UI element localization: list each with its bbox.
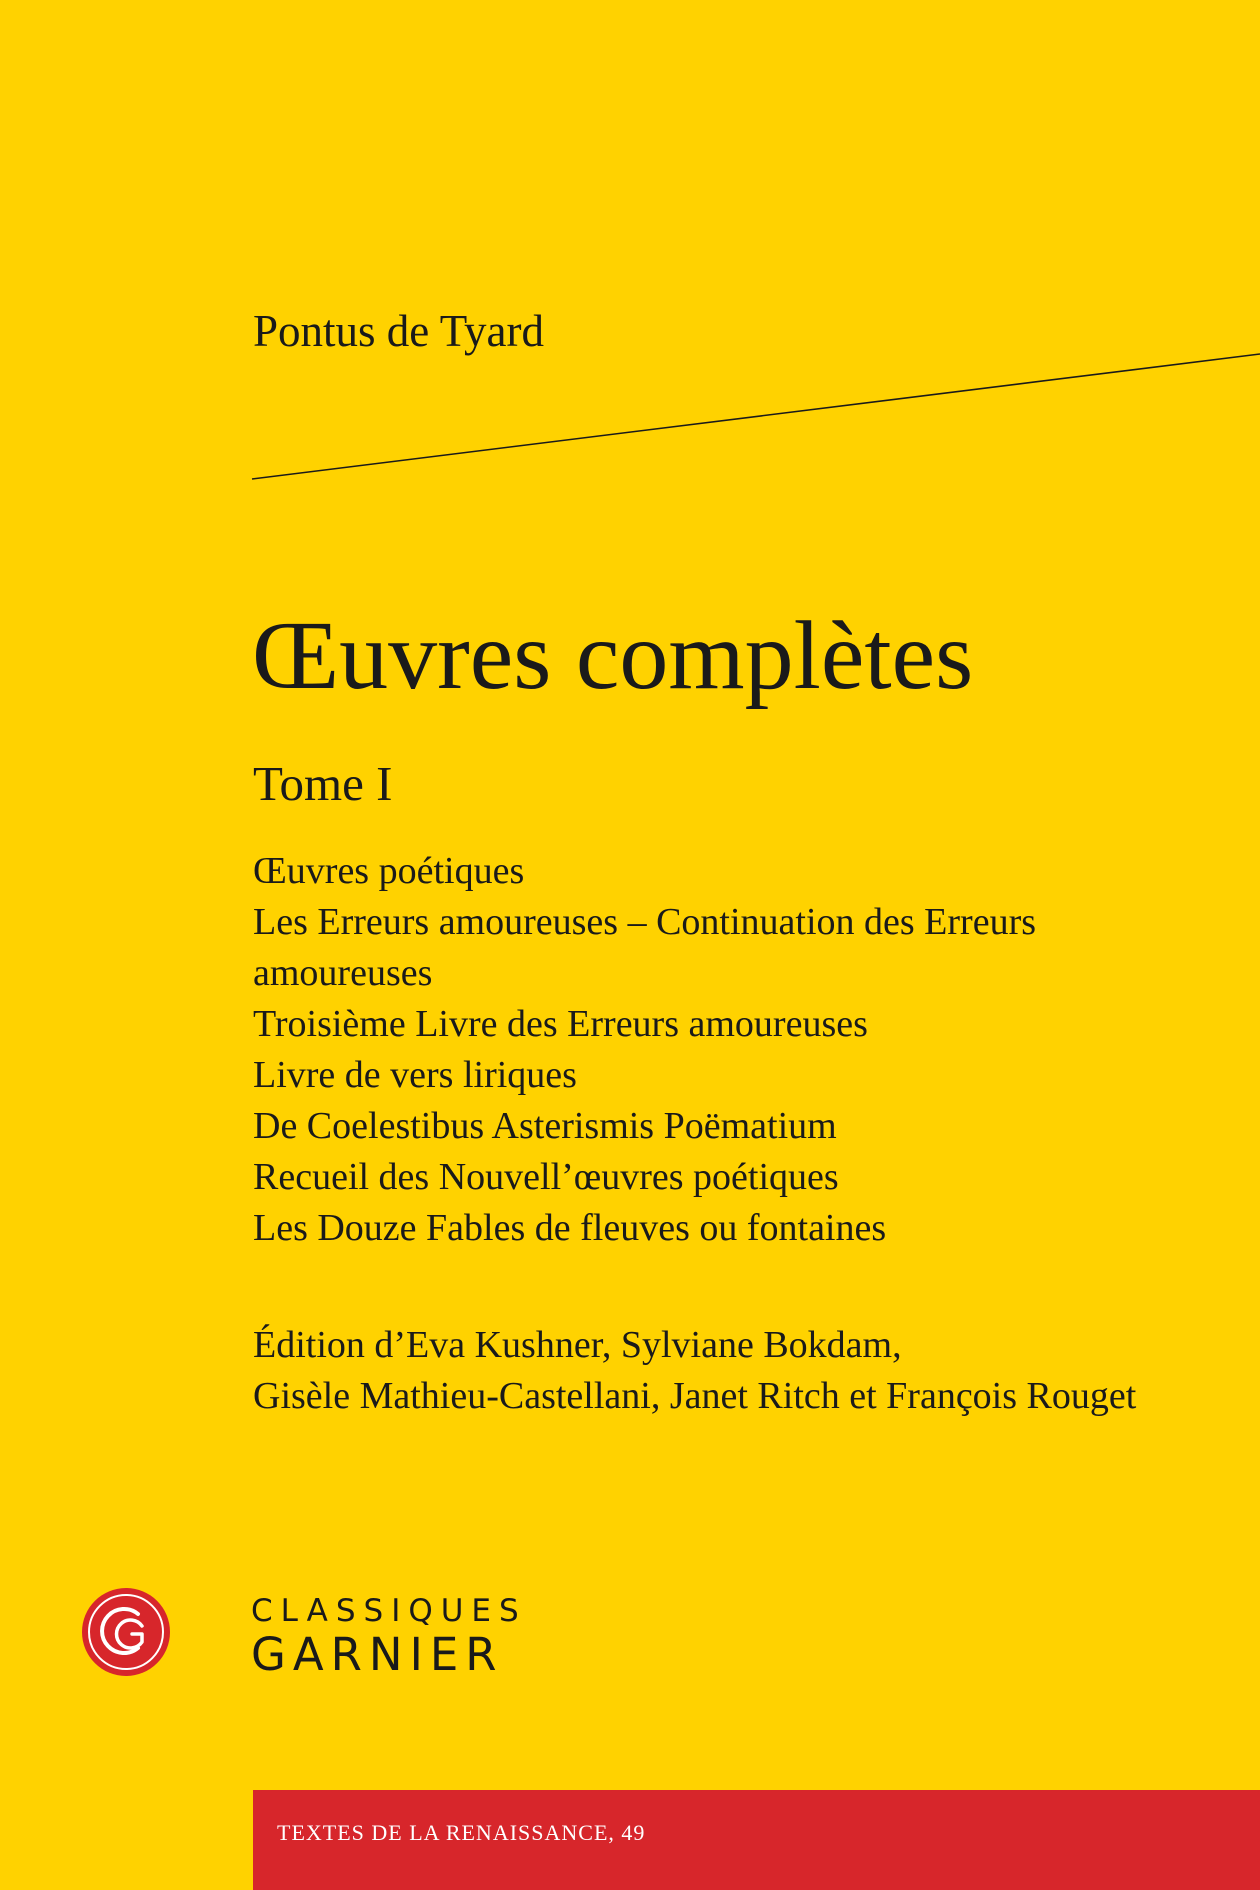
contents-line: amoureuses bbox=[253, 952, 433, 994]
contents-line: Troisième Livre des Erreurs amoureuses bbox=[253, 1003, 868, 1045]
volume-label: Tome I bbox=[253, 756, 393, 811]
contents-line: Les Douze Fables de fleuves ou fontaines bbox=[253, 1207, 887, 1249]
contents-line: Livre de vers liriques bbox=[253, 1054, 577, 1096]
series-label: TEXTES DE LA RENAISSANCE, 49 bbox=[277, 1820, 646, 1845]
editors-credit bbox=[253, 1320, 1253, 1422]
book-title: Œuvres complètes bbox=[252, 602, 974, 710]
contents-line: Œuvres poétiques bbox=[253, 850, 525, 892]
contents-line: De Coelestibus Asterismis Poëmatium bbox=[253, 1105, 837, 1147]
author-name: Pontus de Tyard bbox=[253, 306, 545, 356]
contents-list bbox=[253, 846, 1213, 1254]
cg-monogram-logo-icon bbox=[80, 1586, 172, 1678]
publisher-line-1: CLASSIQUES bbox=[251, 1593, 527, 1629]
editors-line-1: Édition d’Eva Kushner, Sylviane Bokdam, bbox=[253, 1324, 902, 1366]
series-band bbox=[253, 1790, 1260, 1890]
contents-line: Les Erreurs amoureuses – Continuation des Erreurs bbox=[253, 901, 1037, 943]
contents-line: Recueil des Nouvell’œuvres poétiques bbox=[253, 1156, 839, 1198]
publisher-line-2: GARNIER bbox=[251, 1628, 504, 1681]
publisher-name bbox=[251, 1592, 527, 1680]
editors-line-2: Gisèle Mathieu-Castellani, Janet Ritch et François Rouget bbox=[253, 1375, 1137, 1417]
